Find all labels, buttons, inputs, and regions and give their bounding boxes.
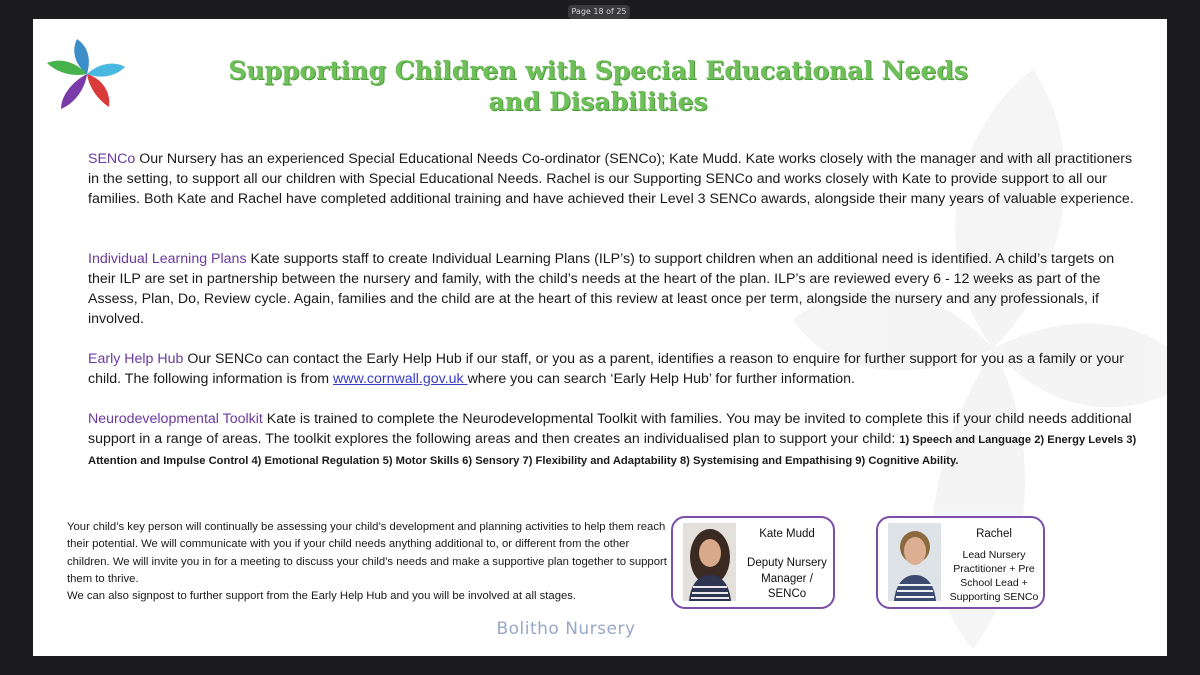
kate-role-line-1: Deputy Nursery — [747, 557, 827, 569]
cornwall-link[interactable]: www.cornwall.gov.uk — [332, 371, 468, 387]
key-person-text-1: Your child’s key person will continually be assessing your child’s development and planning activities to help them reach their potential. We will communicate with you if your child needs anything additional to, or different from the other children. We will invite you in for a meeting to discuss your child’s needs and make a supportive plan together to support them to thrive. — [67, 521, 667, 585]
rachel-role-line-2: Practitioner + Pre — [953, 563, 1035, 575]
senco-text: Our Nursery has an experienced Special Educational Needs Co-ordinator (SENCo); Kate Mudd. Kate works closely with the manager and with all practitioners in the setting, to support all our children with Special Educational Needs. Rachel is our Supporting SENCo and works closely with Kate to provide support to all our families. Both Kate and Rachel have completed additional training and have achieved their Level 3 SENCo awards, alongside their many years of valuable experience. — [88, 151, 1134, 207]
nursery-logo-icon — [45, 33, 129, 115]
rachel-photo-icon — [888, 523, 941, 601]
key-person-text-2: We can also signpost to further support from the Early Help Hub and you will be involved at all stages. — [67, 590, 577, 603]
staff-card-rachel — [876, 516, 1045, 609]
staff-role-kate — [745, 556, 829, 603]
title-line-2: and Disabilities — [488, 87, 708, 116]
title-line-1: Supporting Children with Special Educational Needs — [228, 56, 968, 85]
toolkit-text: Kate is trained to complete the Neurodevelopmental Toolkit with families. You may be invited to complete this if your child needs additional support in a range of areas. The toolkit explores the following areas and then creates an individualised plan to support your child: — [88, 411, 1132, 447]
ilp-paragraph — [88, 249, 1143, 329]
senco-heading: SENCo — [88, 151, 136, 167]
kate-photo-icon — [683, 523, 736, 601]
ilp-heading: Individual Learning Plans — [88, 251, 247, 267]
senco-paragraph — [88, 149, 1143, 209]
staff-role-rachel — [948, 548, 1040, 604]
page-indicator: Page 18 of 25 — [568, 5, 630, 19]
staff-name-rachel: Rachel — [976, 528, 1012, 540]
toolkit-heading: Neurodevelopmental Toolkit — [88, 411, 263, 427]
kate-role-line-2: Manager / — [761, 572, 813, 585]
staff-card-kate — [671, 516, 835, 609]
early-help-text: Our SENCo can contact the Early Help Hub if our staff, or you as a parent, identifies a reason to enquire for further support for you as a family or your child. The following information is from — [88, 351, 1124, 387]
kate-role-line-3: SENCo — [767, 588, 807, 600]
rachel-role-line-3: School Lead + — [960, 577, 1028, 589]
page-title — [183, 55, 1013, 117]
rachel-role-line-4: Supporting SENCo — [949, 591, 1039, 603]
ilp-text: Kate supports staff to create Individual Learning Plans (ILP’s) to support children when an additional need is identified. A child’s targets on their ILP are set in partnership between the nursery and family, with the child’s needs at the heart of the plan. ILP’s are reviewed every 6 - 12 weeks as part of the Assess, Plan, Do, Review cycle. Again, families and the child are at the heart of this review at least once per term, alongside the nursery and any professionals, if involved. — [88, 251, 1115, 327]
early-help-text-end: where you can search ‘Early Help Hub’ for further information. — [467, 371, 856, 387]
toolkit-paragraph — [88, 409, 1143, 471]
brand-footer: Bolitho Nursery — [496, 619, 636, 639]
slide — [33, 19, 1167, 656]
key-person-text — [67, 519, 667, 605]
early-help-heading: Early Help Hub — [88, 351, 184, 367]
staff-name-kate: Kate Mudd — [759, 528, 815, 540]
toolkit-areas: 1) Speech and Language 2) Energy Levels 3) Attention and Impulse Control 4) Emotional Regulation 5) Motor Skills 6) Sensory 7) Flexibility and Adaptability 8) Systemising and Empathising 9) Cognitive Ability. — [88, 434, 1137, 467]
rachel-role-line-1: Lead Nursery — [962, 549, 1026, 561]
early-help-paragraph — [88, 349, 1143, 389]
